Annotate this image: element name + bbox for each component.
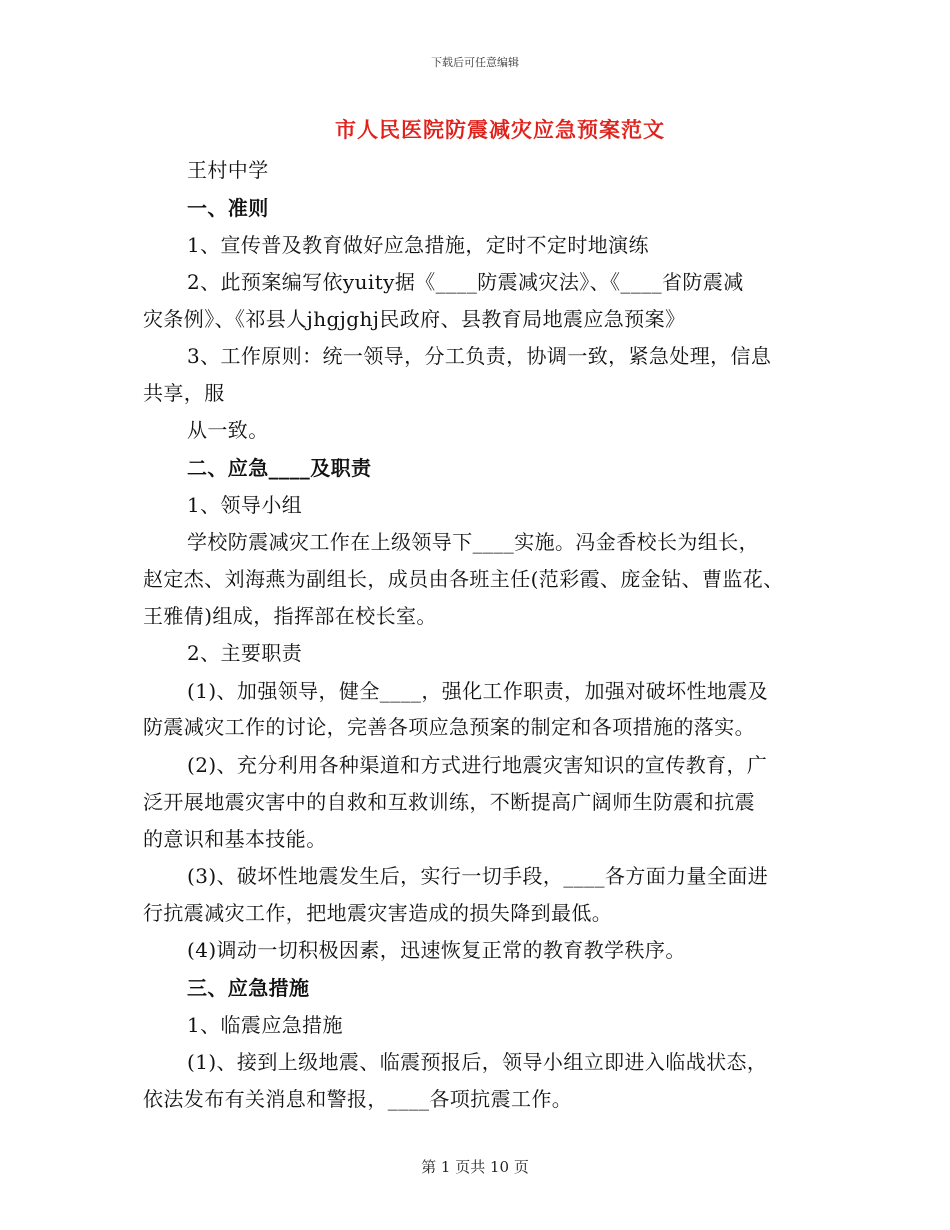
document-title: 市人民医院防震减灾应急预案范文: [335, 117, 665, 142]
paragraph-line: (1)、加强领导，健全____，强化工作职责，加强对破坏性地震及: [187, 679, 769, 703]
paragraph-line: 依法发布有关消息和警报，____各项抗震工作。: [143, 1087, 573, 1111]
subheading-main-duties: 2、主要职责: [187, 641, 303, 665]
paragraph-line: 1、宣传普及教育做好应急措施，定时不定时地演练: [187, 233, 649, 257]
paragraph-line: 灾条例》、《祁县人jhgjghj民政府、县教育局地震应急预案》: [143, 307, 686, 331]
school-name: 王村中学: [187, 158, 269, 182]
section-heading-emergency-measures: 三、应急措施: [187, 976, 310, 1000]
section-heading-organization: 二、应急____及职责: [187, 456, 372, 480]
paragraph-line: (3)、破坏性地震发生后，实行一切手段，____各方面力量全面进: [187, 864, 769, 888]
section-heading-principles: 一、准则: [187, 196, 269, 220]
page-number: 第 1 页共 10 页: [421, 1158, 529, 1176]
paragraph-line: (2)、充分利用各种渠道和方式进行地震灾害知识的宣传教育，广: [187, 753, 768, 777]
paragraph-line: 泛开展地震灾害中的自救和互救训练，不断提高广阔师生防震和抗震: [143, 790, 755, 814]
subheading-leadership-group: 1、领导小组: [187, 493, 303, 517]
paragraph-line: 防震减灾工作的讨论，完善各项应急预案的制定和各项措施的落实。: [143, 715, 755, 739]
paragraph-line: 的意识和基本技能。: [143, 827, 327, 851]
paragraph-line: (4)调动一切积极因素，迅速恢复正常的教育教学秩序。: [187, 938, 686, 962]
paragraph-line: 共享，服: [143, 381, 225, 405]
paragraph-line: 行抗震减灾工作，把地震灾害造成的损失降到最低。: [143, 901, 613, 925]
paragraph-line: (1)、接到上级地震、临震预报后，领导小组立即进入临战状态，: [187, 1050, 768, 1074]
paragraph-line: 2、此预案编写依yuity据《____防震减灾法》、《____省防震减: [187, 270, 744, 294]
paragraph-line: 从一致。: [187, 418, 269, 442]
subheading-pre-quake-measures: 1、临震应急措施: [187, 1013, 343, 1037]
paragraph-line: 赵定杰、刘海燕为副组长，成员由各班主任(范彩霞、庞金钻、曹监花、: [143, 567, 784, 591]
header-note: 下载后可任意编辑: [431, 56, 519, 69]
paragraph-line: 学校防震减灾工作在上级领导下____实施。冯金香校长为组长，: [187, 530, 759, 554]
paragraph-line: 3、工作原则：统一领导，分工负责，协调一致，紧急处理，信息: [187, 344, 772, 368]
paragraph-line: 王雅倩)组成，指挥部在校长室。: [143, 604, 437, 628]
